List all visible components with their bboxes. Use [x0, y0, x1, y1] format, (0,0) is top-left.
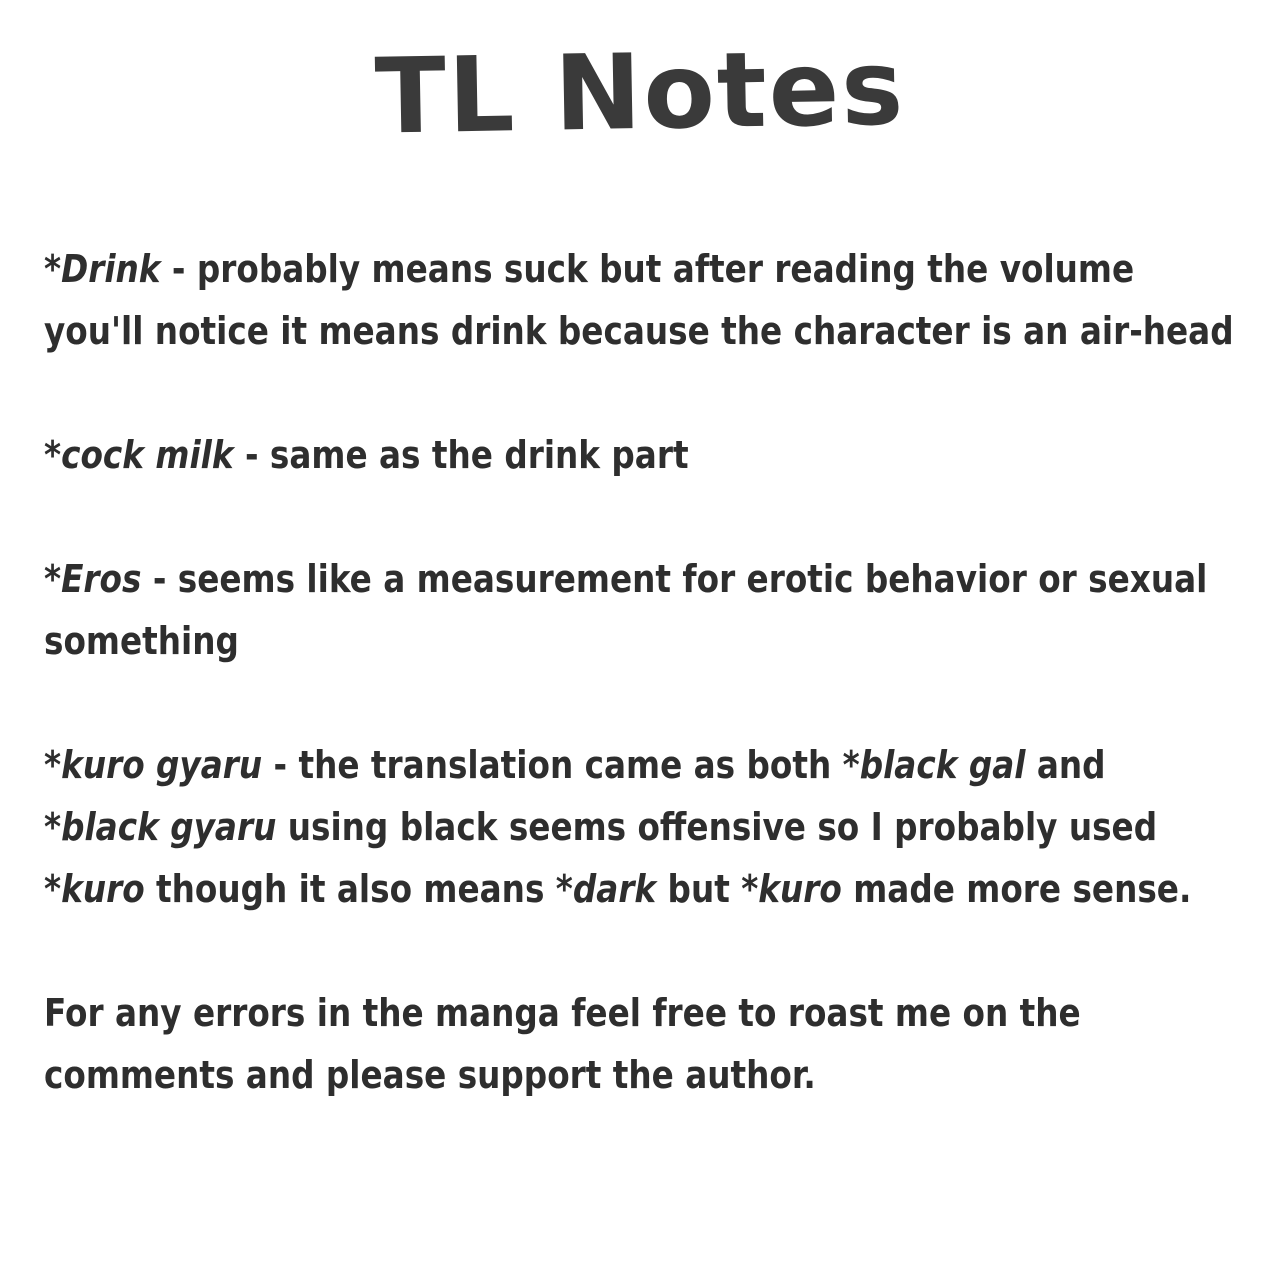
- note-text: - the translation came as both: [262, 743, 843, 787]
- note-eros-line-1: [44, 548, 1248, 610]
- note-kuro-gyaru: [44, 734, 1248, 920]
- note-cock-milk: [44, 424, 1248, 486]
- note-text: using black seems offensive so I probably used: [276, 805, 1158, 849]
- note-kuro-gyaru-line-3: [44, 858, 1248, 920]
- note-term: *black gal: [842, 743, 1026, 787]
- note-eros: [44, 548, 1248, 672]
- note-term: *kuro: [741, 867, 842, 911]
- note-kuro-gyaru-line-1: [44, 734, 1248, 796]
- note-term: *Drink: [44, 247, 161, 291]
- note-kuro-gyaru-line-2: [44, 796, 1248, 858]
- note-text: and: [1025, 743, 1106, 787]
- note-term: *kuro gyaru: [44, 743, 263, 787]
- note-text: made more sense.: [841, 867, 1192, 911]
- note-term: *Eros: [44, 557, 142, 601]
- note-eros-line-2: something: [44, 619, 239, 663]
- note-term: *black gyaru: [44, 805, 277, 849]
- note-text: though it also means: [144, 867, 556, 911]
- note-text: - probably means suck but after reading the volume: [160, 247, 1135, 291]
- closing-note: [44, 982, 1248, 1106]
- note-term: *dark: [555, 867, 657, 911]
- closing-note-line-1: For any errors in the manga feel free to roast me on the: [44, 991, 1081, 1035]
- closing-note-line-2: comments and please support the author.: [44, 1053, 816, 1097]
- note-drink-line-2: you'll notice it means drink because the character is an air-head: [44, 309, 1234, 353]
- notes-body: [44, 238, 1248, 1168]
- note-drink: [44, 238, 1248, 362]
- note-text: - same as the drink part: [233, 433, 689, 477]
- note-term: *cock milk: [44, 433, 234, 477]
- note-term: *kuro: [44, 867, 145, 911]
- note-text: but: [656, 867, 742, 911]
- page-title: TL Notes: [373, 26, 907, 158]
- note-drink-line-1: [44, 238, 1248, 300]
- note-text: - seems like a measurement for erotic behavior or sexual: [141, 557, 1208, 601]
